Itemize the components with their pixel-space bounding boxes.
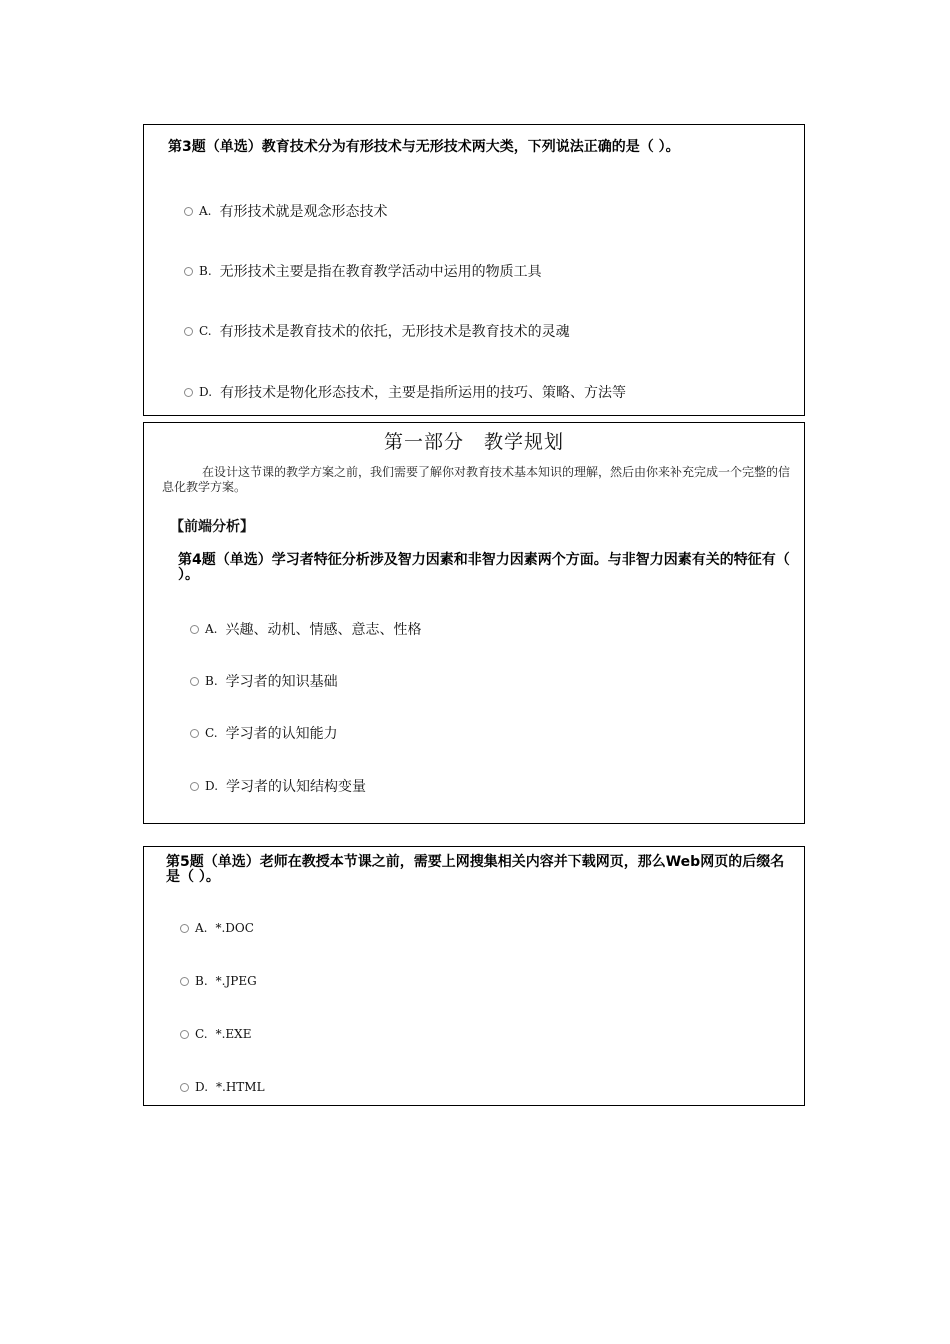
option-letter: A. xyxy=(195,921,208,935)
option-label: 有形技术就是观念形态技术 xyxy=(219,204,388,220)
option-label: 无形技术主要是指在教育教学活动中运用的物质工具 xyxy=(219,264,542,280)
option-letter: B. xyxy=(205,674,218,688)
option-letter: A. xyxy=(199,204,212,218)
q5-option-d[interactable] xyxy=(180,1080,265,1094)
radio-button[interactable] xyxy=(184,388,193,397)
option-letter: D. xyxy=(195,1080,209,1094)
question-4-box xyxy=(143,422,805,824)
q5-option-a[interactable] xyxy=(180,921,254,935)
question-5-text: 第5题（单选）老师在教授本节课之前，需要上网搜集相关内容并下载网页，那么Web网页的后缀名是（ ）。 xyxy=(166,854,785,885)
radio-button[interactable] xyxy=(190,782,199,791)
option-letter: D. xyxy=(205,779,219,793)
q5-option-c[interactable] xyxy=(180,1027,251,1041)
question-3-text: 第3题（单选）教育技术分为有形技术与无形技术两大类，下列说法正确的是（ ）。 xyxy=(168,139,680,155)
q3-option-c[interactable] xyxy=(184,321,570,341)
q5-option-b[interactable] xyxy=(180,974,257,988)
intro-paragraph: 在设计这节课的教学方案之前，我们需要了解你对教育技术基本知识的理解，然后由你来补充完成一个完整的信息化教学方案。 xyxy=(162,465,791,494)
question-3-box xyxy=(143,124,805,416)
q4-option-c[interactable] xyxy=(190,723,338,743)
q3-option-a[interactable] xyxy=(184,201,387,221)
option-label: 有形技术是物化形态技术，主要是指所运用的技巧、策略、方法等 xyxy=(220,385,627,401)
option-letter: D. xyxy=(199,385,213,399)
q3-option-b[interactable] xyxy=(184,261,542,281)
option-label: 有形技术是教育技术的依托，无形技术是教育技术的灵魂 xyxy=(219,324,570,340)
option-label: 学习者的认知结构变量 xyxy=(226,779,367,795)
option-label: *.JPEG xyxy=(215,974,257,988)
radio-button[interactable] xyxy=(184,267,193,276)
question-4-text: 第4题（单选）学习者特征分析涉及智力因素和非智力因素两个方面。与非智力因素有关的特征有（ ）。 xyxy=(178,552,790,583)
option-letter: B. xyxy=(199,264,212,278)
option-label: 学习者的认知能力 xyxy=(225,726,338,742)
radio-button[interactable] xyxy=(190,729,199,738)
question-5-box xyxy=(143,846,805,1106)
option-letter: C. xyxy=(195,1027,208,1041)
option-label: *.EXE xyxy=(215,1027,252,1041)
option-letter: A. xyxy=(205,622,218,636)
option-letter: B. xyxy=(195,974,208,988)
option-letter: C. xyxy=(199,324,212,338)
radio-button[interactable] xyxy=(190,677,199,686)
option-label: 兴趣、动机、情感、意志、性格 xyxy=(225,622,422,638)
q4-option-b[interactable] xyxy=(190,671,338,691)
q3-option-d[interactable] xyxy=(184,382,626,402)
section-heading: 【前端分析】 xyxy=(170,519,254,535)
radio-button[interactable] xyxy=(180,924,189,933)
radio-button[interactable] xyxy=(190,625,199,634)
q4-option-a[interactable] xyxy=(190,619,421,639)
option-label: 学习者的知识基础 xyxy=(225,674,338,690)
section-title: 第一部分 教学规划 xyxy=(383,431,564,453)
radio-button[interactable] xyxy=(180,977,189,986)
radio-button[interactable] xyxy=(184,327,193,336)
option-letter: C. xyxy=(205,726,218,740)
radio-button[interactable] xyxy=(184,207,193,216)
q4-option-d[interactable] xyxy=(190,776,366,796)
radio-button[interactable] xyxy=(180,1083,189,1092)
option-label: *.HTML xyxy=(216,1080,265,1094)
radio-button[interactable] xyxy=(180,1030,189,1039)
option-label: *.DOC xyxy=(215,921,254,935)
